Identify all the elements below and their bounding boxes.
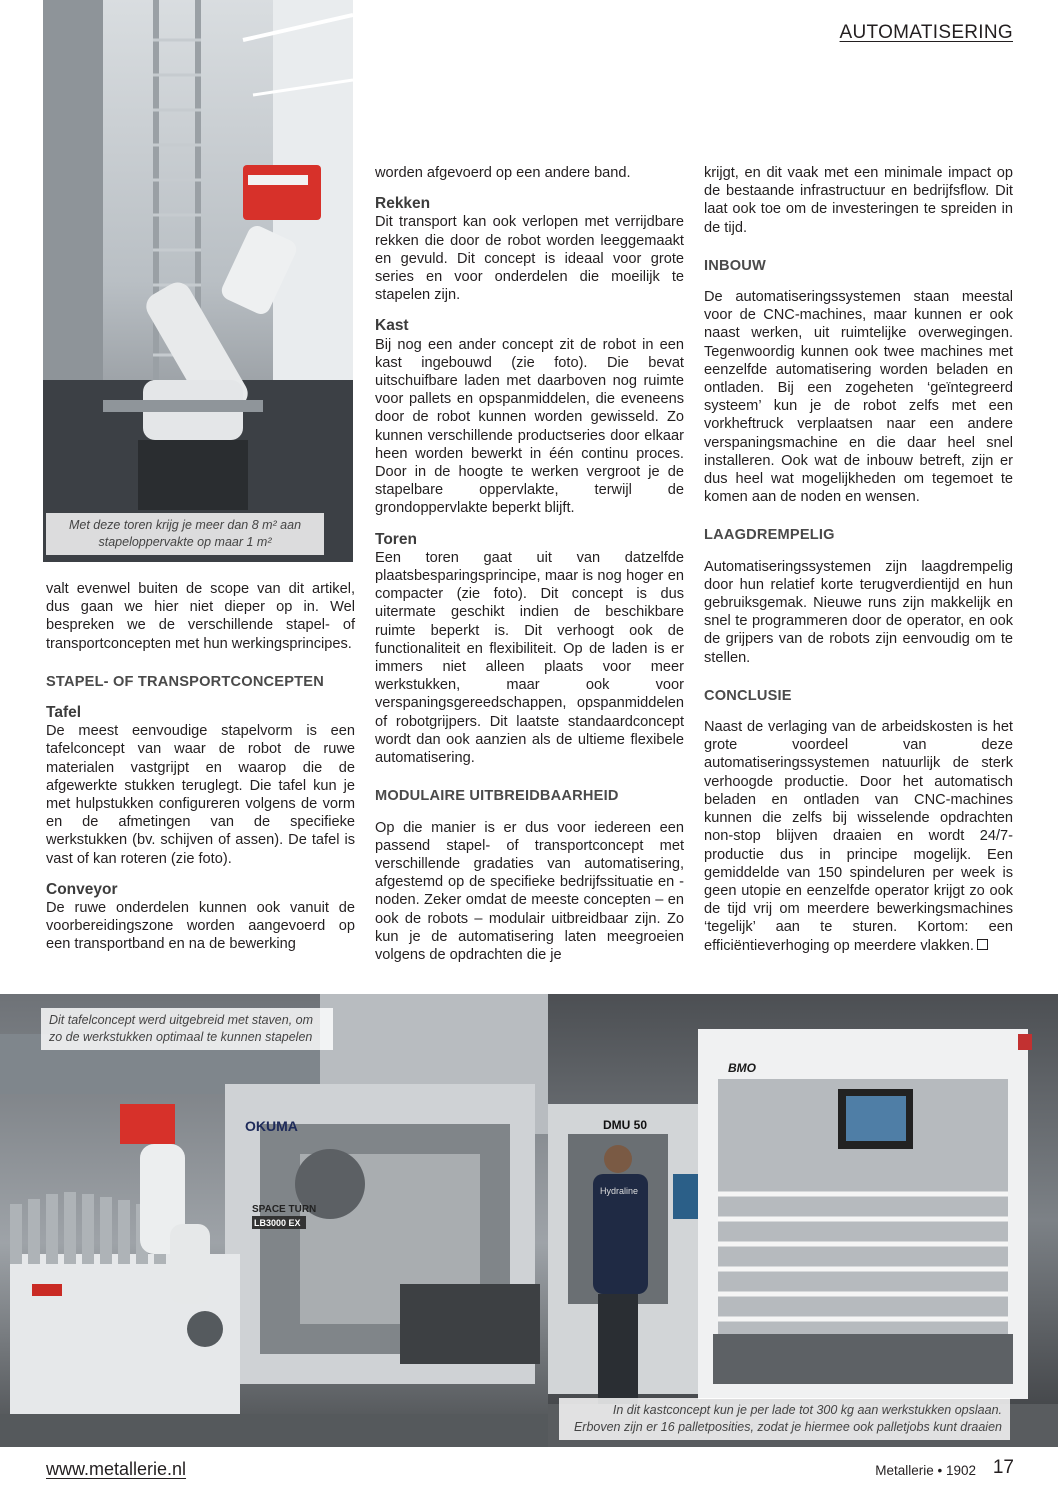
heading-toren: Toren xyxy=(375,530,417,548)
table-caption: Dit tafelconcept werd uitgebreid met staven, om zo de werkstukken optimaal te kunnen stapelen xyxy=(41,1008,333,1050)
cabinet-caption xyxy=(559,1398,1010,1440)
heading-rekken: Rekken xyxy=(375,195,431,213)
tafel-paragraph: De meest eenvoudige stapelvorm is een tafelconcept van waar de robot de ruwe materialen vastgrijpt en waarop die de afgewerkte stukken teruglegt. Die tafel kun je met hulpstukken configureren volgens de vorm en de afmetingen van de specifieke werkstukken (bv. schijven of assen). De tafel is vast of kan roteren (zie foto). xyxy=(46,723,355,867)
heading-modulaire-uitbreidbaarheid: MODULAIRE UITBREIDBAARHEID xyxy=(375,788,619,805)
inbouw-paragraph: De automatiseringssystemen staan meestal voor de CNC-machines, maar kunnen er ook naast werken, uit ruimtelijke overwegingen. Tegenwoordig kunnen ook twee machines met eenzelfde automatisering worden beladen en ontladen. Bij een zogeheten ‘geïntegreerd systeem’ kun je de robot zelfs met een vorkheftruck verplaatsen naar een andere verspaningsmachine en die daar heel snel installeren. Ook wat de inbouw betreft, zijn er dus heel wat mogelijkheden om tegemoet te komen aan de noden en wensen. xyxy=(704,289,1013,506)
tower-caption-line1: Met deze toren krijg je meer dan 8 m² aan xyxy=(68,518,302,532)
laagdrempelig-paragraph: Automatiseringssystemen zijn laagdrempelig door hun relatief korte terugverdientijd en hun gebruiksgemak. Nieuwe runs zijn makkelijk en snel te programmeren door de operator, en ook de grijpers van de robots zijn eenvoudig om te stellen. xyxy=(704,558,1013,666)
conveyor-paragraph: De ruwe onderdelen kunnen ook vanuit de voorbereidingszone worden aangevoerd op een transportband en na de bewerking xyxy=(46,900,355,953)
magazine-issue: Metallerie • 1902 xyxy=(875,1463,976,1478)
heading-kast: Kast xyxy=(375,317,409,335)
text-column-2 xyxy=(375,164,684,964)
end-of-article-icon xyxy=(977,939,988,950)
website-link[interactable]: www.metallerie.nl xyxy=(46,1459,187,1479)
section-label: AUTOMATISERING xyxy=(839,22,1013,43)
heading-conveyor: Conveyor xyxy=(46,880,118,898)
tower-caption-line2: stapeloppervakte op maar 1 m² xyxy=(98,535,272,549)
page-number: 17 xyxy=(992,1457,1014,1478)
table-concept-photo xyxy=(0,994,548,1447)
heading-laagdrempelig: LAAGDREMPELIG xyxy=(704,527,835,544)
space-turn-label: SPACE TURN xyxy=(252,1204,317,1215)
text-column-1 xyxy=(46,580,355,954)
heading-tafel: Tafel xyxy=(46,704,82,722)
heading-inbouw: INBOUW xyxy=(704,257,766,274)
cabinet-concept-photo xyxy=(548,994,1058,1447)
model-label: LB3000 EX xyxy=(254,1218,301,1228)
modulair-continuation: krijgt, en dit vaak met een minimale impact op de bestaande infrastructuur en bedrijfsflow. Dit laat ook toe om de investeringen te spreiden in de tijd. xyxy=(704,165,1013,236)
kast-paragraph: Bij nog een ander concept zit de robot in een kast ingebouwd (zie foto). Die bevat uitschuifbare laden met daarboven nog ruimte voor pallets en opspanmiddelen, die eveneens door de robot kunnen worden gewisseld. Zo kunnen verschillende productseries door elkaar heen worden bewerkt in één continu proces. Door in de hoogte te werken vergroot je de stapelbare oppervlakte, terwijl de grondoppervlakte beperkt blijft. xyxy=(375,336,684,517)
dmu-label: DMU 50 xyxy=(603,1118,648,1132)
rekken-paragraph: Dit transport kan ook verlopen met verrijdbare rekken die door de robot worden leeggemaakt en gevuld. Dit concept is ideaal voor grote series en voor onderdelen die moeilijk te stapelen zijn. xyxy=(375,214,684,304)
bmo-label: BMO xyxy=(728,1061,756,1075)
robot-tower-photo xyxy=(43,0,353,562)
intro-paragraph: valt evenwel buiten de scope van dit artikel, dus gaan we hier niet dieper op in. Wel bespreken we de verschillende stapel- of transportconcepten met hun werkingsprincipes. xyxy=(46,581,355,652)
cabinet-caption-line2: Erboven zijn er 16 palletposities, zodat je hiermee ook palletjobs kunt draaien xyxy=(573,1420,1002,1434)
tower-caption xyxy=(46,513,324,555)
toren-paragraph: Een toren gaat uit van datzelfde plaatsbesparingsprincipe, maar is nog hoger en compacter (zie foto). Dit concept is dus uitermate geschikt indien de beschikbare ruimte beperkt is. Dit verhoogt ook de functionaliteit en flexibiliteit. Op de laden is er immers niet alleen plaats voor meer werkstukken, maar ook voor verspaningsgereedschappen, opspanmiddelen of robotgrijpers. Dit laatste standaardconcept wordt dan ook aanzien als de ultieme flexibele automatisering. xyxy=(375,549,684,767)
hydraline-label: Hydraline xyxy=(600,1186,639,1196)
modulair-paragraph: Op die manier is er dus voor iedereen een passend stapel- of transportconcept met verschillende gradaties van automatisering, afgestemd op de specifieke bedrijfssituatie en -noden. Zeker omdat de meeste concepten – en ook de robots – modulair uitbreidbaar zijn. Zo kun je de automatisering laten meegroeien volgens de opdrachten die je xyxy=(375,819,684,963)
heading-stapel-transportconcepten: STAPEL- OF TRANSPORTCONCEPTEN xyxy=(46,673,324,690)
conveyor-continuation: worden afgevoerd op een andere band. xyxy=(375,165,631,181)
conclusie-text: Naast de verlaging van de arbeidskosten is het grote voordeel van deze automatiseringssystemen natuurlijk de sterk verhoogde productie. Door het automatisch beladen en ontladen van CNC-machines kunnen die zelfs bij wisselende opdrachten non-stop blijven draaien en wordt 24/7-productie dus in principe mogelijk. Een gemiddelde van 150 spindeluren per week is geen utopie en eenzelfde operator krijgt zo ook de tijd vrij om meerdere bewerkingsmachines ‘tegelijk’ aan te sturen. Kortom: een efficiëntieverhoging op meerdere vlakken. xyxy=(704,719,1013,954)
text-column-3 xyxy=(704,164,1013,955)
heading-conclusie: CONCLUSIE xyxy=(704,687,792,704)
cabinet-caption-line1: In dit kastconcept kun je per lade tot 300 kg aan werkstukken opslaan. xyxy=(612,1403,1002,1417)
okuma-label: OKUMA xyxy=(245,1118,298,1134)
conclusie-paragraph xyxy=(704,718,1013,955)
